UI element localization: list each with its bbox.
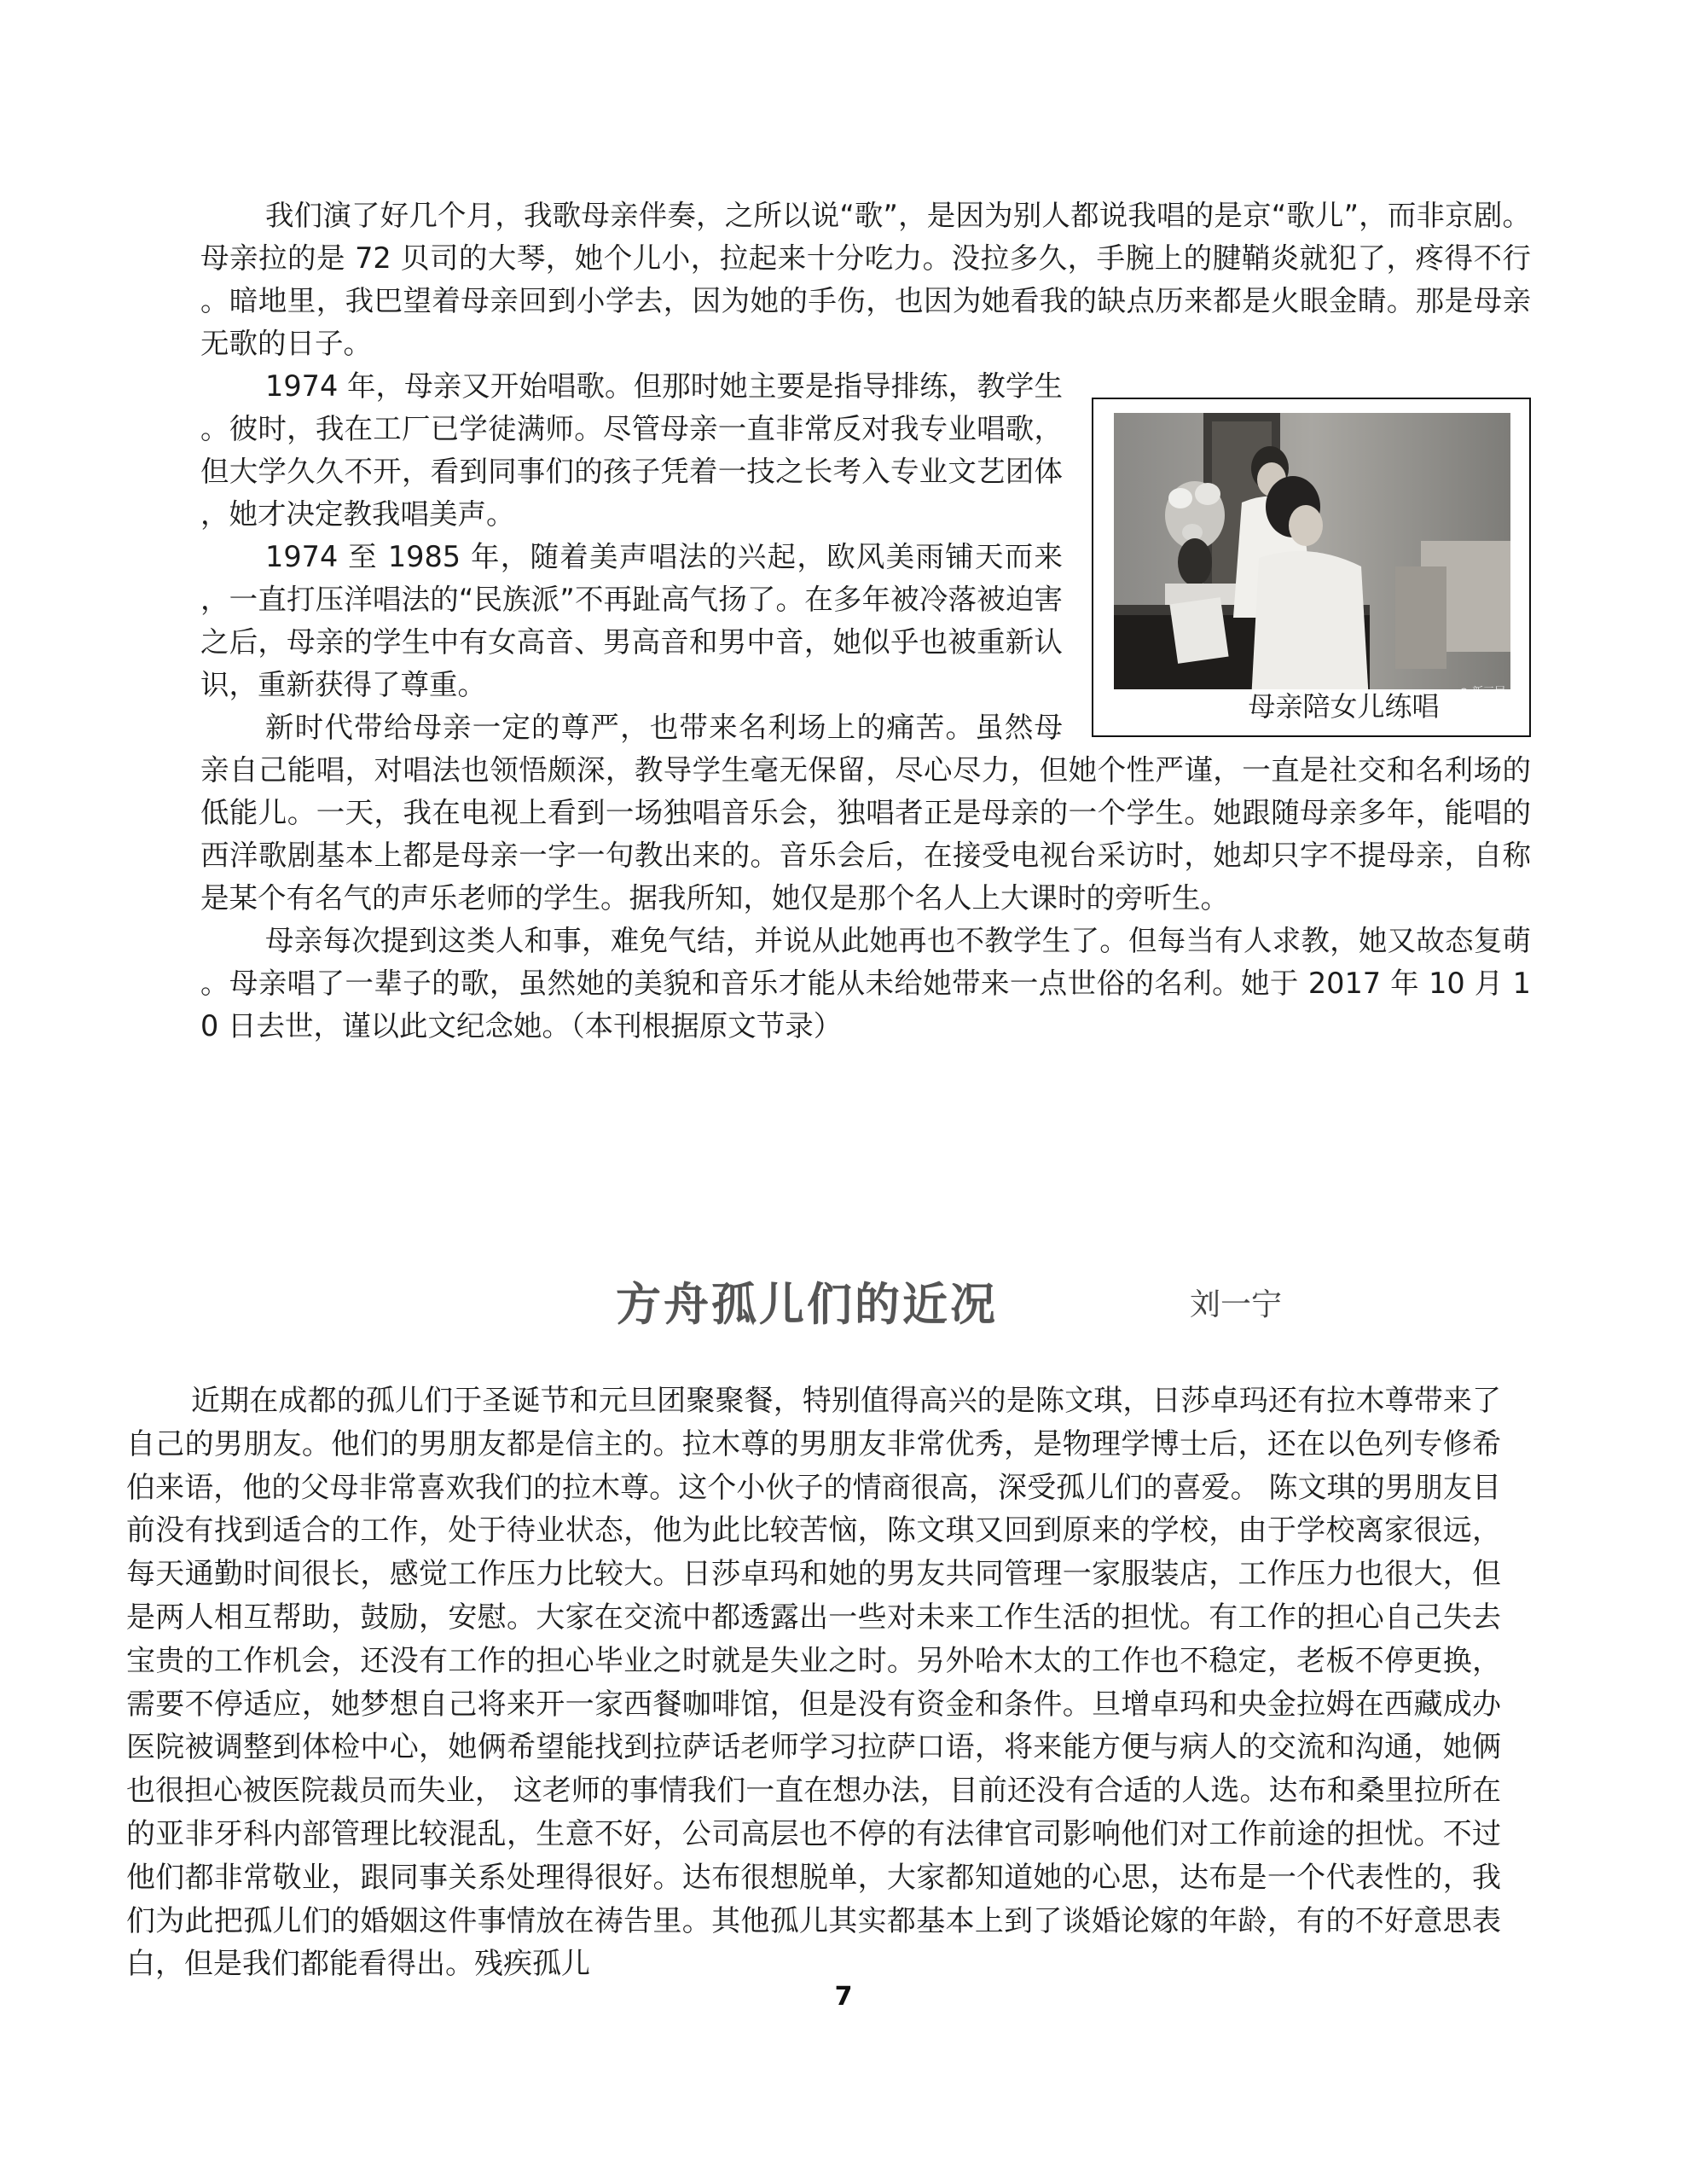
article-memoir xyxy=(200,195,1531,1048)
article-orphans-update xyxy=(126,1380,1501,1986)
figure-caption: 母亲陪女儿练唱 xyxy=(1093,689,1529,722)
article-paragraph-2-text: 1974 年，母亲又开始唱歌。但那时她主要是指导排练，教学生。彼时，我在工厂已学徒满师。尽管母亲一直非常反对我专业唱歌，但大学久久不开，看到同事们的孩子凭着一技之长考入专业文艺团体，她才决定教我唱美声。 xyxy=(200,369,1063,531)
article-paragraph: 近期在成都的孤儿们于圣诞节和元旦团聚聚餐，特别值得高兴的是陈文琪，日莎卓玛还有拉木尊带来了自己的男朋友。他们的男朋友都是信主的。拉木尊的男朋友非常优秀，是物理学博士后，还在以色列专修希伯来语，他的父母非常喜欢我们的拉木尊。这个小伙子的情商很高，深受孤儿们的喜爱。 陈文琪的男朋友目前没有找到适合的工作，处于待业状态，他为此比较苦恼，陈文琪又回到原来的学校，由于学校离家很远，每天通勤时间很长，感觉工作压力比较大。日莎卓玛和她的男友共同管理一家服装店，工作压力也很大，但是两人相互帮助，鼓励，安慰。大家在交流中都透露出一些对未来工作生活的担忧。有工作的担心自己失去宝贵的工作机会，还没有工作的担心毕业之时就是失业之时。另外哈木太的工作也不稳定，老板不停更换，需要不停适应，她梦想自己将来开一家西餐咖啡馆，但是没有资金和条件。旦增卓玛和央金拉姆在西藏成办医院被调整到体检中心，她俩希望能找到拉萨话老师学习拉萨口语，将来能方便与病人的交流和沟通，她俩也很担心被医院裁员而失业， 这老师的事情我们一直在想办法，目前还没有合适的人选。达布和桑里拉所在的亚非牙科内部管理比较混乱，生意不好，公司高层也不停的有法律官司影响他们对工作前途的担忧。不过他们都非常敬业，跟同事关系处理得很好。达布很想脱单，大家都知道她的心思，达布是一个代表性的，我们为此把孤儿们的婚姻这件事情放在祷告里。其他孤儿其实都基本上到了谈婚论嫁的年龄，有的不好意思表白，但是我们都能看得出。残疾孤儿 xyxy=(126,1384,1501,1982)
article-author: 刘一宁 xyxy=(1190,1287,1283,1322)
article-paragraph-4: 新时代带给母亲一定的尊严，也带来名利场上的痛苦。虽然母亲自己能唱，对唱法也领悟颇深，教导学生毫无保留，尽心尽力，但她个性严谨，一直是社交和名利场的低能儿。一天，我在电视上看到一场独唱音乐会，独唱者正是母亲的一个学生。她跟随母亲多年，能唱的西洋歌剧基本上都是母亲一字一句教出来的。音乐会后，在接受电视台采访时，她却只字不提母亲，自称是某个有名气的声乐老师的学生。据我所知，她仅是那个名人上大课时的旁听生。 xyxy=(200,711,1531,915)
article-title: 方舟孤儿们的近况 xyxy=(616,1279,998,1331)
photo-figure xyxy=(1092,398,1531,737)
article-header xyxy=(0,1271,1687,1339)
photo-mother-daughter xyxy=(1114,413,1510,717)
article-paragraph-5: 母亲每次提到这类人和事，难免气结，并说从此她再也不教学生了。但每当有人求教，她又故态复萌。母亲唱了一辈子的歌，虽然她的美貌和音乐才能从未给她带来一点世俗的名利。她于 2017 年 10 月 10 日去世，谨以此文纪念她。（本刊根据原文节录） xyxy=(200,924,1531,1043)
article-paragraph-1: 我们演了好几个月，我歌母亲伴奏，之所以说“歌”，是因为别人都说我唱的是京“歌儿”，而非京剧。母亲拉的是 72 贝司的大琴，她个儿小，拉起来十分吃力。没拉多久，手腕上的腱鞘炎就犯了，疼得不行。暗地里，我巴望着母亲回到小学去，因为她的手伤，也因为她看我的缺点历来都是火眼金睛。那是母亲无歌的日子。 xyxy=(200,199,1531,360)
article-paragraph-3: 1974 至 1985 年，随着美声唱法的兴起，欧风美雨铺天而来，一直打压洋唱法的“民族派”不再趾高气扬了。在多年被冷落被迫害之后，母亲的学生中有女高音、男高音和男中音，她似乎也被重新认识，重新获得了尊重。 xyxy=(200,540,1063,701)
page-number: 7 xyxy=(834,1982,853,2012)
